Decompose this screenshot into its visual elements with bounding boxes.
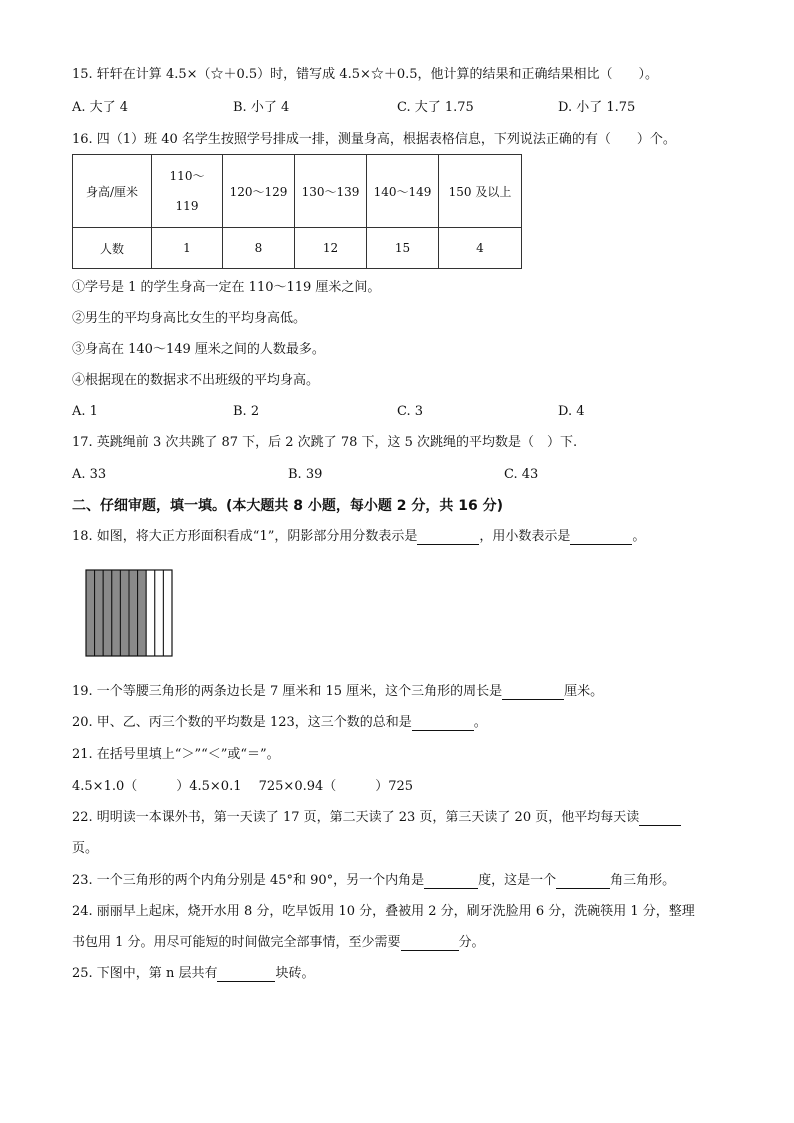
q20-text xyxy=(72,715,487,731)
q25-text-a: 25. 下图中，第 n 层共有 xyxy=(72,966,218,981)
table-cell-range-1 xyxy=(152,155,223,228)
q16-option-b: B. 2 xyxy=(233,404,260,419)
q23-text-b: 度，这是一个 xyxy=(478,873,557,888)
table-cell-range-5: 150 及以上 xyxy=(439,155,522,228)
q17-stem: 17. 英跳绳前 3 次共跳了 87 下，后 2 次跳了 78 下，这 5 次跳绳的平均数是（ ）下. xyxy=(72,435,578,450)
q16-option-d: D. 4 xyxy=(558,404,585,419)
q16-option-a: A. 1 xyxy=(72,404,98,419)
q23-angle-blank[interactable] xyxy=(424,874,478,889)
q18-text-a: 18. 如图，将大正方形面积看成“1”，阴影部分用分数表示是 xyxy=(72,529,418,544)
q24-text-b: 分。 xyxy=(458,935,485,950)
shaded-strip xyxy=(129,570,138,656)
blank-strip xyxy=(146,570,155,656)
table-cell-count-3: 12 xyxy=(295,228,367,269)
q25-text xyxy=(72,966,314,982)
strip-square-svg xyxy=(85,569,173,657)
table-cell-count-4: 15 xyxy=(367,228,439,269)
q15-option-c: C. 大了 1.75 xyxy=(397,100,474,115)
shaded-strip xyxy=(138,570,147,656)
table-cell-range-4: 140～149 xyxy=(367,155,439,228)
q24-text-a: 书包用 1 分。用尽可能短的时间做完全部事情，至少需要 xyxy=(72,935,401,950)
q19-text-b: 厘米。 xyxy=(564,684,604,699)
q15-option-a: A. 大了 4 xyxy=(72,100,129,115)
q19-text-a: 19. 一个等腰三角形的两条边长是 7 厘米和 15 厘米，这个三角形的周长是 xyxy=(72,684,503,699)
q19-answer-blank[interactable] xyxy=(502,685,564,700)
table-cell-count-5: 4 xyxy=(439,228,522,269)
q22-text-a: 22. 明明读一本课外书，第一天读了 17 页，第二天读了 23 页，第三天读了 20 页，他平均每天读 xyxy=(72,810,640,825)
q23-text-a: 23. 一个三角形的两个内角分别是 45°和 90°，另一个内角是 xyxy=(72,873,425,888)
q15-stem: 15. 轩轩在计算 4.5×（☆＋0.5）时，错写成 4.5×☆＋0.5，他计算的结果和正确结果相比（ ）。 xyxy=(72,67,659,82)
q23-type-blank[interactable] xyxy=(556,874,610,889)
q18-decimal-blank[interactable] xyxy=(570,530,632,545)
q22-line-1 xyxy=(72,810,681,826)
q23-text xyxy=(72,873,675,889)
q16-statement-1: ①学号是 1 的学生身高一定在 110～119 厘米之间。 xyxy=(72,280,381,295)
q24-answer-blank[interactable] xyxy=(401,936,459,951)
q24-line-2 xyxy=(72,935,485,951)
q19-text xyxy=(72,684,603,700)
q25-answer-blank[interactable] xyxy=(217,967,275,982)
q22-text-b: 页。 xyxy=(72,841,99,856)
q20-answer-blank[interactable] xyxy=(412,716,474,731)
q16-statement-2: ②男生的平均身高比女生的平均身高低。 xyxy=(72,311,307,326)
table-cell-range-3: 130～139 xyxy=(295,155,367,228)
q21-compare-row: 4.5×1.0（ ）4.5×0.1 725×0.94（ ）725 xyxy=(72,779,414,794)
q21-stem: 21. 在括号里填上“＞”“＜”或“＝”。 xyxy=(72,747,280,762)
shaded-strip xyxy=(95,570,104,656)
q18-square-figure xyxy=(85,569,173,661)
shaded-strip xyxy=(120,570,129,656)
q20-text-a: 20. 甲、乙、丙三个数的平均数是 123，这三个数的总和是 xyxy=(72,715,412,730)
q17-option-b: B. 39 xyxy=(288,467,323,482)
q16-option-c: C. 3 xyxy=(397,404,424,419)
table-cell-range-2: 120～129 xyxy=(223,155,295,228)
section-2-title: 二、仔细审题，填一填。(本大题共 8 小题，每小题 2 分，共 16 分) xyxy=(72,498,504,514)
shaded-strip xyxy=(112,570,121,656)
table-row-count xyxy=(73,228,522,269)
q25-text-b: 块砖。 xyxy=(275,966,315,981)
q17-option-a: A. 33 xyxy=(72,467,107,482)
table-count-label: 人数 xyxy=(73,228,152,269)
q16-statement-4: ④根据现在的数据求不出班级的平均身高。 xyxy=(72,373,320,388)
range-1-text: 110～119 xyxy=(169,169,205,213)
q15-option-d: D. 小了 1.75 xyxy=(558,100,636,115)
q22-answer-blank[interactable] xyxy=(639,811,681,826)
q18-text-c: 。 xyxy=(632,529,646,544)
q17-option-c: C. 43 xyxy=(504,467,539,482)
table-cell-count-1: 1 xyxy=(152,228,223,269)
table-cell-count-2: 8 xyxy=(223,228,295,269)
q16-statement-3: ③身高在 140～149 厘米之间的人数最多。 xyxy=(72,342,325,357)
height-table xyxy=(72,154,522,269)
q20-text-b: 。 xyxy=(473,715,487,730)
shaded-strip xyxy=(86,570,95,656)
q24-line-1: 24. 丽丽早上起床，烧开水用 8 分，吃早饭用 10 分，叠被用 2 分，刷牙洗脸用 6 分，洗碗筷用 1 分，整理 xyxy=(72,904,695,919)
q23-text-c: 角三角形。 xyxy=(610,873,676,888)
q15-option-b: B. 小了 4 xyxy=(233,100,290,115)
q18-fraction-blank[interactable] xyxy=(417,530,479,545)
q18-text-b: ，用小数表示是 xyxy=(479,529,571,544)
table-row-height xyxy=(73,155,522,228)
blank-strip xyxy=(155,570,164,656)
shaded-strip xyxy=(103,570,112,656)
table-header-label: 身高/厘米 xyxy=(73,155,152,228)
q16-stem: 16. 四（1）班 40 名学生按照学号排成一排，测量身高，根据表格信息，下列说法正确的有（ ）个。 xyxy=(72,132,676,147)
blank-strip xyxy=(163,570,172,656)
q18-text xyxy=(72,529,645,545)
